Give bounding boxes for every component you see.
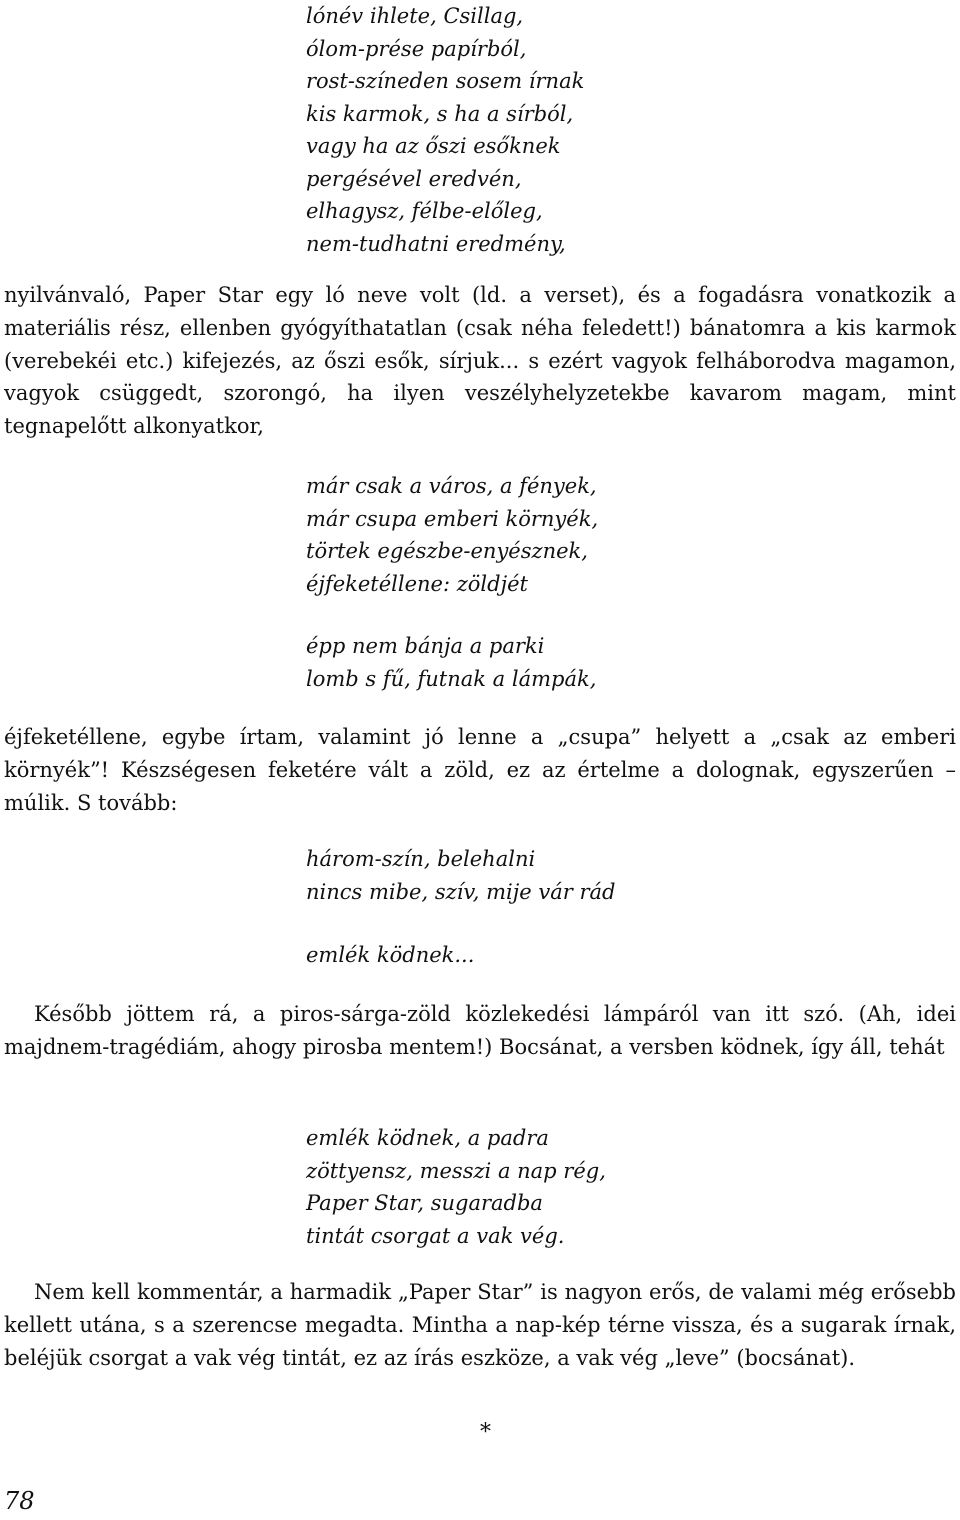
poem-stanza-4 [306, 843, 615, 908]
poem-line: kis karmok, s ha a sírból, [306, 101, 574, 126]
poem-line: ólom-prése papírból, [306, 36, 527, 61]
poem-line: nem-tudhatni eredmény, [306, 231, 566, 256]
poem-line: három-szín, belehalni [306, 847, 536, 871]
section-separator: * [480, 1420, 491, 1445]
poem-line: lónév ihlete, Csillag, [306, 4, 524, 28]
poem-line: zöttyensz, messzi a nap rég, [306, 1158, 606, 1183]
poem-line: vagy ha az őszi esőknek [306, 134, 561, 158]
prose-paragraph-4: Nem kell kommentár, a harmadik „Paper Star” is nagyon erős, de valami még erősebb kellett utána, s a szerencse megadta. Mintha a nap-kép térne vissza, és a sugarak írnak, beléjük csorgat a vak vég tintát, ez az írás eszköze, a vak vég „leve” (bocsánat). [4, 1280, 956, 1370]
poem-stanza-5 [306, 939, 474, 972]
poem-line: tintát csorgat a vak vég. [306, 1223, 565, 1248]
poem-line: törtek egészbe-enyésznek, [306, 539, 588, 563]
prose-paragraph-3: Később jöttem rá, a piros-sárga-zöld közlekedési lámpáról van itt szó. (Ah, idei majdnem-tragédiám, ahogy pirosba mentem!) Bocsánat, a versben ködnek, így áll, tehát [4, 1002, 956, 1059]
poem-stanza-6 [306, 1122, 606, 1252]
poem-line: nincs mibe, szív, mije vár rád [306, 879, 616, 904]
poem-line: elhagysz, félbe-előleg, [306, 199, 543, 223]
poem-line: pergésével eredvén, [306, 166, 522, 191]
poem-line: éjfeketéllene: zöldjét [306, 571, 528, 596]
poem-line: Paper Star, sugaradba [306, 1191, 543, 1215]
poem-line: emlék ködnek... [306, 943, 475, 967]
poem-stanza-3 [306, 630, 596, 695]
poem-stanza-2 [306, 470, 598, 600]
prose-paragraph-1: nyilvánvaló, Paper Star egy ló neve volt (ld. a verset), és a fogadásra vonatkozik a materiális rész, ellenben gyógyíthatatlan (csak néha feledett!) bánatomra a kis karmok (verebekéi etc.) kifejezés, az őszi esők, sírjuk... s ezért vagyok felháborodva magamon, vagyok csüggedt, szorongó, ha ilyen veszélyhelyzetekbe kavarom magam, mint tegnapelőtt alkonyatkor, [4, 283, 956, 439]
poem-line: már csupa emberi környék, [306, 506, 599, 531]
prose-paragraph-2: éjfeketéllene, egybe írtam, valamint jó lenne a „csupa” helyett a „csak az emberi környék”! Készségesen feketére vált a zöld, ez az értelme a dolognak, egyszerűen – múlik. S tovább: [4, 725, 956, 815]
poem-line: rost-színeden sosem írnak [306, 69, 585, 93]
poem-line: már csak a város, a fények, [306, 474, 597, 498]
poem-line: lomb s fű, futnak a lámpák, [306, 666, 597, 691]
poem-line: épp nem bánja a parki [306, 634, 545, 658]
poem-stanza-1 [306, 0, 584, 260]
page-number: 78 [4, 1487, 35, 1515]
poem-line: emlék ködnek, a padra [306, 1126, 549, 1150]
